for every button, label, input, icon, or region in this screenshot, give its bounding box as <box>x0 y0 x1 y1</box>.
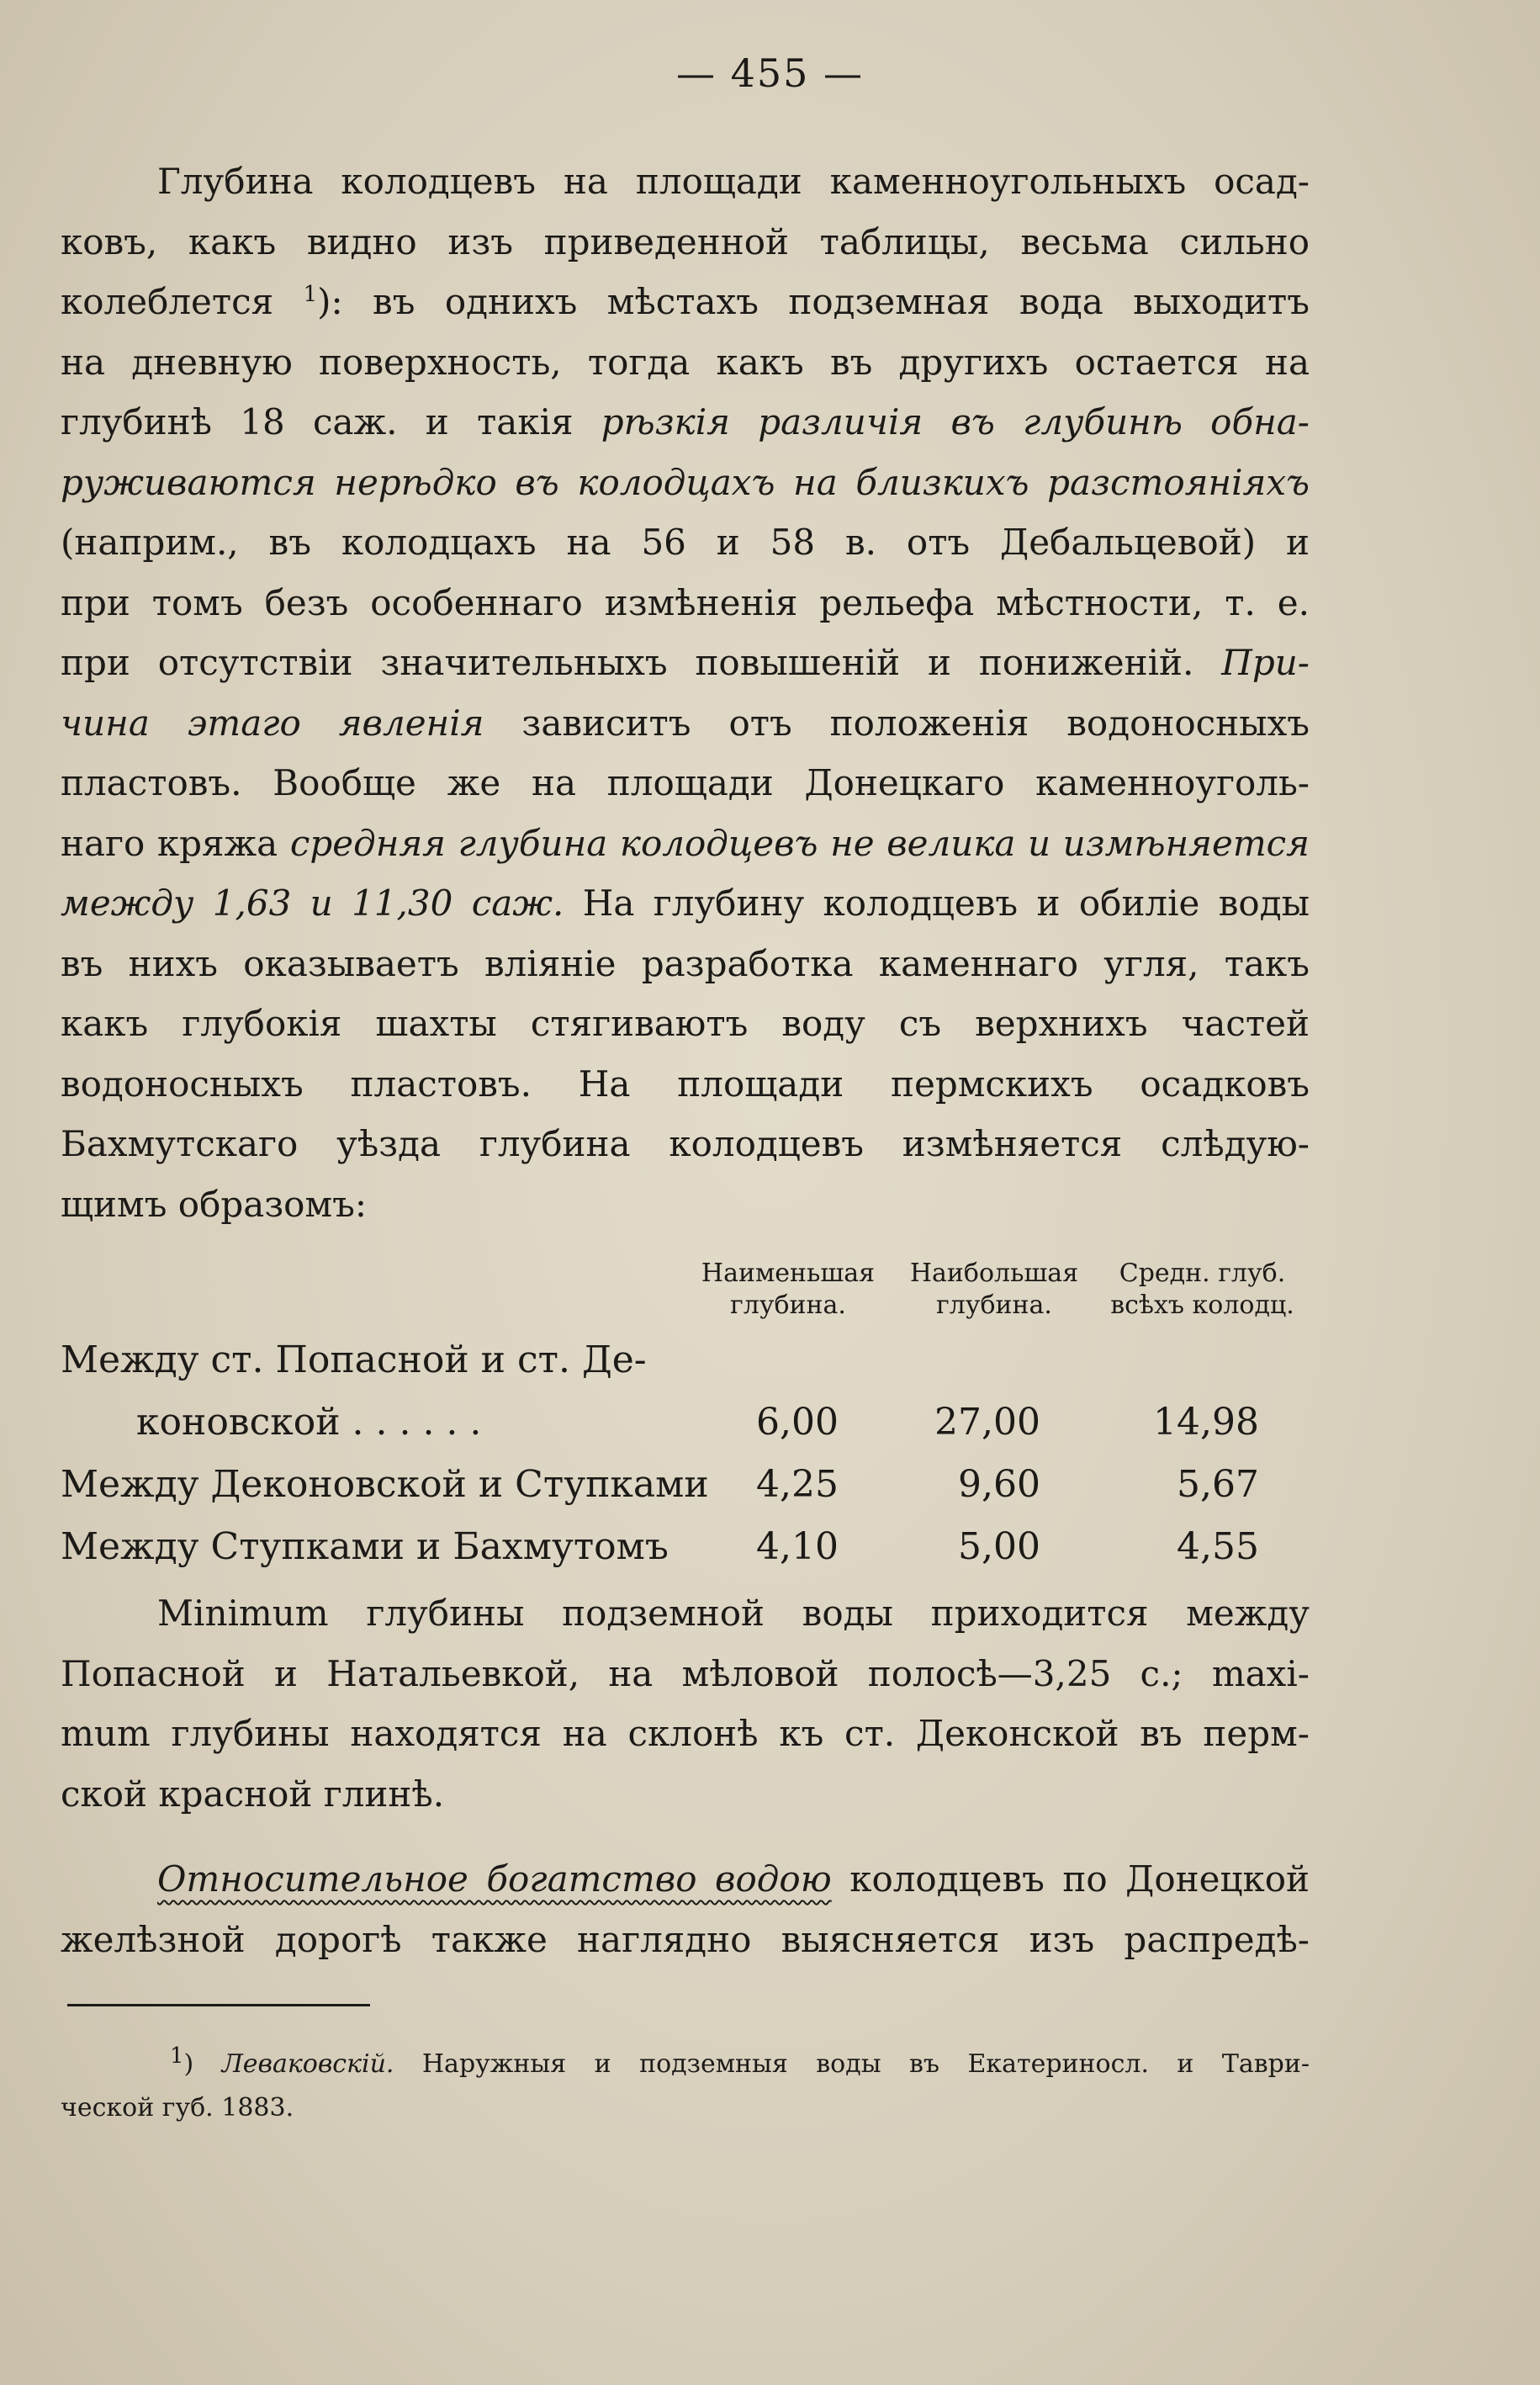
italic-run: чина этаго явленія <box>61 702 484 744</box>
row-label: Между Ступками и Бахмутомъ <box>61 1525 669 1568</box>
footnote <box>61 2043 1310 2130</box>
cell-max: 27,00 <box>934 1401 1040 1444</box>
cell-avg: 5,67 <box>1177 1463 1259 1506</box>
text-line: желѣзной дорогѣ также наглядно выясняется изъ распредѣ- <box>61 1918 1310 1960</box>
text-line <box>61 1849 1310 1910</box>
text-line: Попасной и Натальевкой, на мѣловой полосѣ—3,25 с.; maxi- <box>61 1652 1310 1694</box>
cell-max: 5,00 <box>958 1525 1040 1568</box>
text-line <box>61 272 1310 332</box>
cell-min: 6,00 <box>756 1401 839 1444</box>
text-line: mum глубины находятся на склонѣ къ ст. Деконской въ перм- <box>61 1713 1310 1754</box>
row-label: Между ст. Попасной и ст. Де- <box>61 1338 647 1381</box>
row-label: коновской . . . . . . <box>136 1401 482 1444</box>
cell-min: 4,25 <box>756 1463 839 1506</box>
text-line: въ нихъ оказываетъ вліяніе разработка каменнаго угля, такъ <box>61 942 1310 984</box>
text-line: Minimum глубины подземной воды приходится между <box>157 1593 1310 1634</box>
row-label: Между Деконовской и Ступками <box>61 1463 709 1506</box>
cell-avg: 4,55 <box>1177 1525 1259 1568</box>
text-line <box>61 873 1310 934</box>
paragraph-1 <box>61 151 1310 1234</box>
column-header-min: Наименьшая глубина. <box>701 1259 876 1320</box>
text-line: (наприм., въ колодцахъ на 56 и 58 в. отъ Дебальцевой) и <box>61 522 1310 563</box>
footnote-line <box>61 2043 1310 2086</box>
text-run: зависитъ отъ положенія водоносныхъ <box>484 702 1310 744</box>
depth-table <box>61 1258 1314 1578</box>
text-run: ): въ однихъ мѣстахъ подземная вода выходитъ <box>317 281 1310 322</box>
text-line <box>61 392 1310 453</box>
italic-run: средняя глубина колодцевъ не велика и измѣняется <box>289 822 1310 864</box>
text-line: Глубина колодцевъ на площади каменноугольныхъ осад- <box>157 161 1310 202</box>
text-run: наго кряжа <box>61 822 290 864</box>
cell-max: 9,60 <box>958 1463 1040 1506</box>
footnote-divider <box>67 2004 370 2006</box>
paragraph-3 <box>61 1849 1310 1969</box>
column-header-max: Наибольшая глубина. <box>909 1259 1079 1320</box>
text-line: Бахмутскаго уѣзда глубина колодцевъ измѣняется слѣдую- <box>61 1123 1310 1164</box>
text-run: колодцевъ по Донецкой <box>831 1858 1310 1900</box>
text-run: На глубину колодцевъ и обиліе воды <box>564 882 1310 924</box>
text-line: какъ глубокія шахты стягиваютъ воду съ верхнихъ частей <box>61 1003 1310 1044</box>
italic-run: рѣзкія различія въ глубинѣ обна- <box>601 401 1310 443</box>
footnote-line: ческой губ. 1883. <box>61 2093 294 2123</box>
text-line: ковъ, какъ видно изъ приведенной таблицы, весьма сильно <box>61 220 1310 262</box>
text-line: ской красной глинѣ. <box>61 1773 445 1815</box>
text-line: водоносныхъ пластовъ. На площади пермскихъ осадковъ <box>61 1063 1310 1105</box>
underlined-italic-run: Относительное богатство водою <box>157 1858 832 1900</box>
table-row <box>61 1516 1314 1578</box>
text-run: при отсутствіи значительныхъ повышеній и пониженій. <box>61 642 1222 683</box>
footnote-marker: 1 <box>170 2043 184 2069</box>
text-line <box>61 693 1310 754</box>
page-number: — 455 — <box>675 50 865 96</box>
table-row <box>61 1329 1314 1391</box>
text-run: Наружныя и подземныя воды въ Екатериносл. и Таври- <box>394 2049 1310 2079</box>
table-row <box>61 1391 1314 1454</box>
cell-min: 4,10 <box>756 1525 839 1568</box>
table-header <box>61 1258 1314 1329</box>
italic-line: руживаются нерѣдко въ колодцахъ на близкихъ разстояніяхъ <box>61 461 1310 503</box>
text-line: на дневную поверхность, тогда какъ въ другихъ остается на <box>61 341 1310 383</box>
cell-avg: 14,98 <box>1153 1401 1259 1444</box>
text-line: при томъ безъ особеннаго измѣненія рельефа мѣстности, т. е. <box>61 581 1310 623</box>
footnote-ref: 1 <box>303 282 318 307</box>
text-line <box>61 633 1310 693</box>
text-run: глубинѣ 18 саж. и такія <box>61 401 601 443</box>
italic-run: При- <box>1221 642 1310 683</box>
italic-run: Леваковскій. <box>221 2049 394 2079</box>
text-line: щимъ образомъ: <box>61 1183 368 1225</box>
table-row <box>61 1454 1314 1516</box>
text-run: ) <box>183 2049 222 2079</box>
text-run: колеблется <box>61 281 304 322</box>
text-line <box>61 814 1310 874</box>
paragraph-2 <box>61 1583 1310 1824</box>
italic-run: между 1,63 и 11,30 саж. <box>61 882 564 924</box>
text-line: пластовъ. Вообще же на площади Донецкаго каменноуголь- <box>61 762 1310 803</box>
column-header-avg: Средн. глуб. всѣхъ колодц. <box>1110 1259 1294 1320</box>
